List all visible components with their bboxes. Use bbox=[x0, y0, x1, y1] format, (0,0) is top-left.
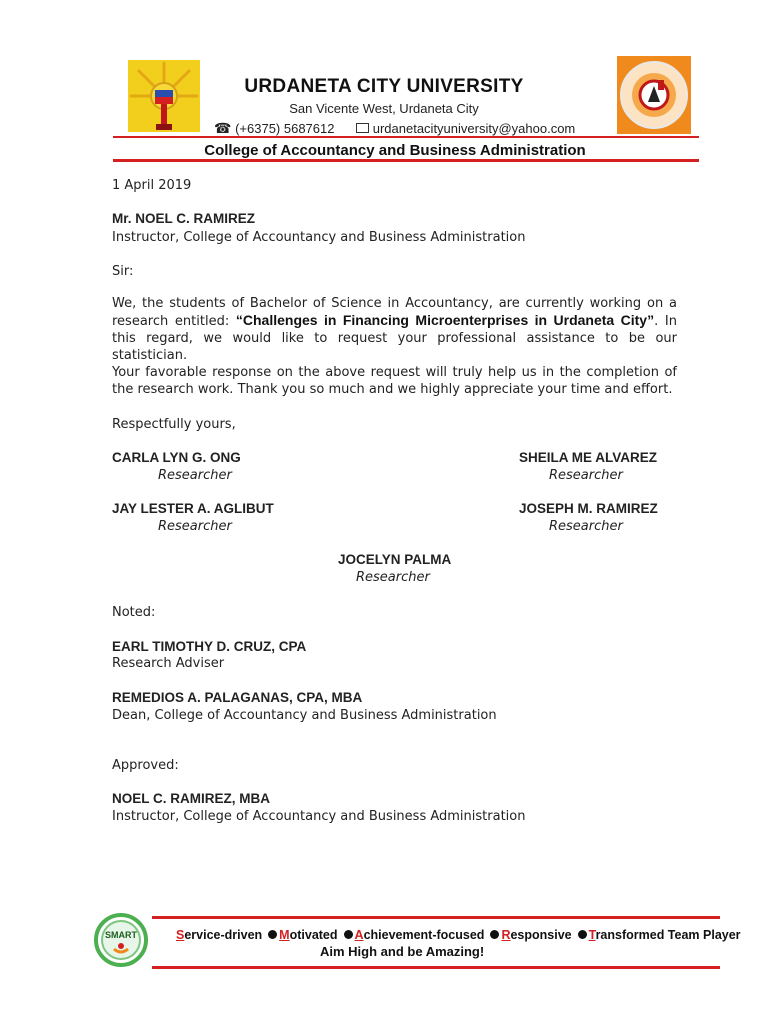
college-name: College of Accountancy and Business Administration bbox=[204, 142, 586, 159]
footer-rule-top bbox=[152, 916, 720, 919]
phone-icon: ☎ bbox=[214, 120, 232, 136]
body-paragraph-2: Your favorable response on the above request will truly help us in the completion of the research work. Thank you so much and we highly appreciate your time and effort. bbox=[112, 365, 677, 397]
bullet-icon bbox=[578, 930, 587, 939]
researcher-role: Researcher bbox=[158, 468, 232, 483]
salutation: Sir: bbox=[112, 264, 134, 279]
svg-text:SMART: SMART bbox=[105, 930, 137, 940]
university-address: San Vicente West, Urdaneta City bbox=[289, 101, 479, 116]
body-paragraph-1: We, the students of Bachelor of Science in Accountancy, are currently working on a research entitled: “Challenges in Financing Microenterprises in Urdaneta City”. In this regard, we would like to request your professional assistance to be our statistician. bbox=[112, 296, 677, 363]
researcher-name: CARLA LYN G. ONG bbox=[112, 450, 241, 465]
researcher-name: JOSEPH M. RAMIREZ bbox=[519, 501, 658, 516]
research-title: “Challenges in Financing Microenterprises in Urdaneta City” bbox=[235, 312, 655, 328]
bullet-icon bbox=[490, 930, 499, 939]
slogan: Aim High and be Amazing! bbox=[320, 944, 485, 959]
footer-rule-bottom bbox=[152, 966, 720, 969]
contact-line bbox=[214, 120, 575, 137]
header-rule-bottom bbox=[113, 159, 699, 162]
researcher-role: Researcher bbox=[158, 519, 232, 534]
recipient-title: Instructor, College of Accountancy and Business Administration bbox=[112, 230, 526, 245]
approved-label: Approved: bbox=[112, 758, 179, 773]
noted-label: Noted: bbox=[112, 605, 156, 620]
researcher-role: Researcher bbox=[549, 519, 623, 534]
closing: Respectfully yours, bbox=[112, 417, 236, 432]
phone-number: (+6375) 5687612 bbox=[235, 121, 335, 136]
researcher-name: JOCELYN PALMA bbox=[338, 552, 452, 567]
dean-title: Dean, College of Accountancy and Business Administration bbox=[112, 708, 497, 723]
researcher-role: Researcher bbox=[549, 468, 623, 483]
email-address: urdanetacityuniversity@yahoo.com bbox=[372, 121, 576, 136]
adviser-name: EARL TIMOTHY D. CRUZ, CPA bbox=[112, 639, 307, 654]
core-values: Service-driven Motivated Achievement-focused Responsive Transformed Team Player bbox=[176, 928, 741, 942]
adviser-title: Research Adviser bbox=[112, 656, 225, 671]
smart-logo bbox=[94, 913, 148, 967]
header-rule-top bbox=[113, 136, 699, 138]
letter-date: 1 April 2019 bbox=[112, 178, 192, 193]
recipient-name: Mr. NOEL C. RAMIREZ bbox=[112, 211, 256, 226]
approver-title: Instructor, College of Accountancy and Business Administration bbox=[112, 809, 526, 824]
bullet-icon bbox=[268, 930, 277, 939]
researcher-role: Researcher bbox=[356, 570, 430, 585]
dean-name: REMEDIOS A. PALAGANAS, CPA, MBA bbox=[112, 690, 363, 705]
mail-icon bbox=[356, 123, 369, 133]
university-name: URDANETA CITY UNIVERSITY bbox=[244, 76, 524, 97]
researcher-name: JAY LESTER A. AGLIBUT bbox=[112, 501, 274, 516]
bullet-icon bbox=[344, 930, 353, 939]
approver-name: NOEL C. RAMIREZ, MBA bbox=[112, 791, 270, 806]
researcher-name: SHEILA ME ALVAREZ bbox=[519, 450, 657, 465]
college-logo bbox=[617, 56, 691, 134]
